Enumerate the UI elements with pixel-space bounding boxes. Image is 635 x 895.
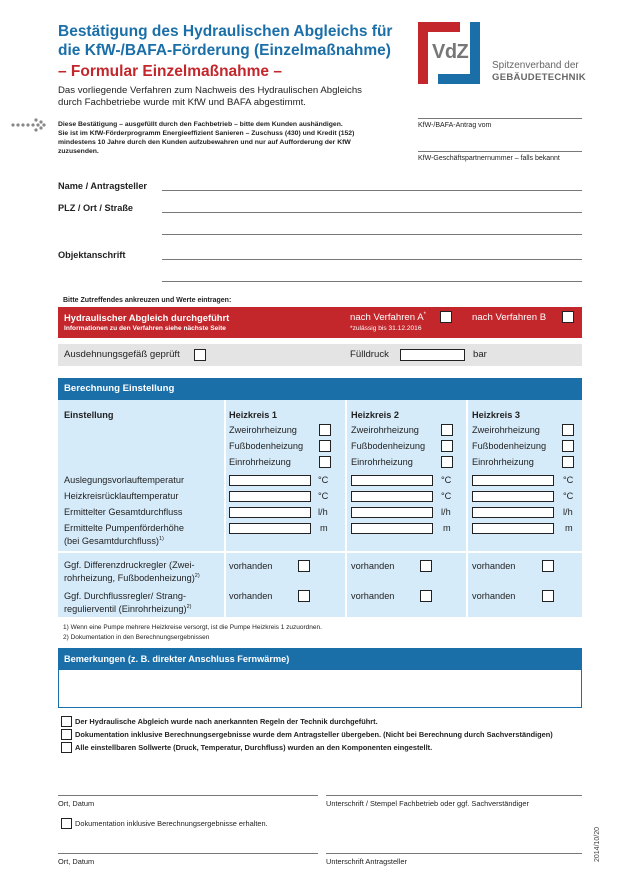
confirm-2-label: Dokumentation inklusive Berechnungsergebnisse wurde dem Antragsteller übergeben. (Nicht bei Berechnung durch Sachverständigen) [75, 730, 553, 739]
fuelldruck-input[interactable] [400, 349, 465, 361]
ort-date-line-2[interactable] [58, 853, 318, 854]
hk3-fussboden-checkbox[interactable] [562, 440, 574, 452]
ort-date-label-2: Ort, Datum [58, 857, 95, 866]
hk3-flow-checkbox[interactable] [542, 590, 554, 602]
side-date: 2014/10/20 [594, 826, 601, 862]
hk1-vorlauf-unit: °C [318, 475, 329, 485]
hk2-durchfluss-input[interactable] [351, 507, 433, 518]
ort-date-line-1[interactable] [58, 795, 318, 796]
ort-date-label-1: Ort, Datum [58, 799, 95, 808]
method-b-checkbox[interactable] [562, 311, 574, 323]
fuelldruck-label: Fülldruck [350, 349, 389, 360]
notice-line-1: Diese Bestätigung – ausgefüllt durch den Fachbetrieb – bitte dem Kunden aushändigen. [58, 121, 343, 128]
hk1-fussboden-label: Fußbodenheizung [229, 441, 304, 451]
antrag-line[interactable] [418, 118, 582, 119]
instruction: Bitte Zutreffendes ankreuzen und Werte eintragen: [63, 297, 232, 304]
logo-line-2: GEBÄUDETECHNIK [492, 72, 586, 83]
object-input-1[interactable] [162, 259, 582, 260]
method-b-label: nach Verfahren B [472, 312, 547, 323]
hk3-ruecklauf-unit: °C [563, 491, 574, 501]
hk2-durchfluss-unit: l/h [441, 507, 451, 517]
confirm-2-checkbox[interactable] [61, 729, 72, 740]
hk3-zweirohr-label: Zweirohrheizung [472, 425, 540, 435]
hk2-diff-checkbox[interactable] [420, 560, 432, 572]
flow-label-2: regulierventil (Einrohrheizung)$^{2)}$ [64, 604, 192, 615]
red-bar-subtitle: Informationen zu den Verfahren siehe nächste Seite [64, 325, 226, 332]
hk2-ruecklauf-unit: °C [441, 491, 452, 501]
hk3-fussboden-label: Fußbodenheizung [472, 441, 547, 451]
row-vorlauf-label: Auslegungsvorlauftemperatur [64, 475, 185, 485]
partner-label: KfW-Geschäftspartnernummer – falls bekannt [418, 155, 560, 162]
hk3-ruecklauf-input[interactable] [472, 491, 554, 502]
hk2-zweirohr-checkbox[interactable] [441, 424, 453, 436]
signature-line-1[interactable] [326, 795, 582, 796]
hk2-vorlauf-input[interactable] [351, 475, 433, 486]
hk2-fussboden-checkbox[interactable] [441, 440, 453, 452]
hk3-pumpe-unit: m [565, 523, 573, 533]
object-input-2[interactable] [162, 281, 582, 282]
hk1-fussboden-checkbox[interactable] [319, 440, 331, 452]
row-ruecklauf-label: Heizkreisrücklauftemperatur [64, 491, 179, 501]
received-checkbox[interactable] [61, 818, 72, 829]
hk3-durchfluss-unit: l/h [563, 507, 573, 517]
remarks-header-label: Bemerkungen (z. B. direkter Anschluss Fernwärme) [64, 654, 290, 664]
object-label: Objektanschrift [58, 250, 126, 260]
method-a-note: *zulässig bis 31.12.2016 [350, 325, 422, 332]
hk3-flow-label: vorhanden [472, 591, 516, 601]
hk3-vorlauf-unit: °C [563, 475, 574, 485]
method-a-label: nach Verfahren A* [350, 312, 426, 324]
hk2-zweirohr-label: Zweirohrheizung [351, 425, 419, 435]
einstellung-label: Einstellung [64, 410, 114, 420]
arrow-dots-icon [10, 117, 50, 133]
flow-label-1: Ggf. Durchflussregler/ Strang- [64, 591, 187, 601]
heizkreis-3-label: Heizkreis 3 [472, 410, 521, 420]
hk1-durchfluss-input[interactable] [229, 507, 311, 518]
name-label: Name / Antragsteller [58, 181, 148, 191]
hk2-flow-checkbox[interactable] [420, 590, 432, 602]
hk1-diff-checkbox[interactable] [298, 560, 310, 572]
subtitle: – Formular Einzelmaßnahme – [58, 63, 282, 80]
hk3-zweirohr-checkbox[interactable] [562, 424, 574, 436]
hk1-ruecklauf-input[interactable] [229, 491, 311, 502]
hk2-diff-label: vorhanden [351, 561, 395, 571]
antrag-label: KfW-/BAFA-Antrag vom [418, 122, 492, 129]
hk2-flow-label: vorhanden [351, 591, 395, 601]
hk1-vorlauf-input[interactable] [229, 475, 311, 486]
hk3-durchfluss-input[interactable] [472, 507, 554, 518]
method-a-checkbox[interactable] [440, 311, 452, 323]
confirm-1-checkbox[interactable] [61, 716, 72, 727]
signature-label-1: Unterschrift / Stempel Fachbetrieb oder ggf. Sachverständiger [326, 799, 529, 808]
grey-bar [58, 344, 582, 366]
fuelldruck-unit: bar [473, 349, 487, 360]
hk2-pumpe-input[interactable] [351, 523, 433, 534]
row-pumpe-sublabel: (bei Gesamtdurchfluss)$^{1)}$ [64, 536, 164, 547]
hk1-einrohr-checkbox[interactable] [319, 456, 331, 468]
hk1-diff-label: vorhanden [229, 561, 273, 571]
hk3-einrohr-label: Einrohrheizung [472, 457, 534, 467]
hk2-fussboden-label: Fußbodenheizung [351, 441, 426, 451]
notice-line-2: Sie ist im KfW-Förderprogramm Energieeffizient Sanieren – Zuschuss (430) und Kredit (152) [58, 130, 355, 137]
hk2-vorlauf-unit: °C [441, 475, 452, 485]
hk1-zweirohr-label: Zweirohrheizung [229, 425, 297, 435]
hk1-einrohr-label: Einrohrheizung [229, 457, 291, 467]
remarks-header [58, 648, 582, 670]
title-line-1: Bestätigung des Hydraulischen Abgleichs für [58, 23, 393, 40]
hk1-flow-checkbox[interactable] [298, 590, 310, 602]
address-input-1[interactable] [162, 212, 582, 213]
hk2-einrohr-checkbox[interactable] [441, 456, 453, 468]
diff-label-2: rohrheizung, Fußbodenheizung)$^{2)}$ [64, 573, 200, 584]
hk2-einrohr-label: Einrohrheizung [351, 457, 413, 467]
hk3-diff-label: vorhanden [472, 561, 516, 571]
calc-header-label: Berechnung Einstellung [64, 383, 175, 394]
confirm-1-label: Der Hydraulische Abgleich wurde nach anerkannten Regeln der Technik durchgeführt. [75, 717, 378, 726]
footnote-1: 1) Wenn eine Pumpe mehrere Heizkreise versorgt, ist die Pumpe Heizkreis 1 zuzuordnen. [63, 624, 322, 631]
diff-label-1: Ggf. Differenzdruckregler (Zwei- [64, 560, 195, 570]
notice-line-3: mindestens 10 Jahre durch den Kunden aufzubewahren und nur auf Aufforderung der KfW [58, 139, 351, 146]
footnote-2: 2) Dokumentation in den Berechnungsergebnissen [63, 634, 210, 641]
address-label: PLZ / Ort / Straße [58, 203, 134, 213]
hk1-durchfluss-unit: l/h [318, 507, 328, 517]
confirm-3-label: Alle einstellbaren Sollwerte (Druck, Temperatur, Durchfluss) wurden an den Komponenten eingestellt. [75, 743, 433, 752]
remarks-textarea[interactable] [58, 670, 582, 708]
received-label: Dokumentation inklusive Berechnungsergebnisse erhalten. [75, 819, 268, 828]
address-input-2[interactable] [162, 234, 582, 235]
hk3-einrohr-checkbox[interactable] [562, 456, 574, 468]
intro-line-2: durch Fachbetriebe wurde mit KfW und BAFA abgestimmt. [58, 97, 306, 108]
hk1-pumpe-unit: m [320, 523, 328, 533]
row-pumpe-label: Ermittelte Pumpenförderhöhe [64, 523, 185, 533]
red-bar [58, 307, 582, 338]
signature-line-2[interactable] [326, 853, 582, 854]
title-line-2: die KfW-/BAFA-Förderung (Einzelmaßnahme) [58, 42, 391, 59]
heizkreis-2-label: Heizkreis 2 [351, 410, 400, 420]
row-durchfluss-label: Ermittelter Gesamtdurchfluss [64, 507, 183, 517]
ausdehnung-label: Ausdehnungsgefäß geprüft [64, 349, 180, 360]
partner-line[interactable] [418, 151, 582, 152]
logo-mark: VdZ [432, 41, 469, 63]
name-input[interactable] [162, 190, 582, 191]
red-bar-title: Hydraulischer Abgleich durchgeführt [64, 312, 230, 323]
hk1-flow-label: vorhanden [229, 591, 273, 601]
heizkreis-1-label: Heizkreis 1 [229, 410, 278, 420]
ausdehnung-checkbox[interactable] [194, 349, 206, 361]
calc-header [58, 378, 582, 400]
hk1-zweirohr-checkbox[interactable] [319, 424, 331, 436]
hk3-vorlauf-input[interactable] [472, 475, 554, 486]
hk2-ruecklauf-input[interactable] [351, 491, 433, 502]
hk2-pumpe-unit: m [443, 523, 451, 533]
hk3-pumpe-input[interactable] [472, 523, 554, 534]
intro-line-1: Das vorliegende Verfahren zum Nachweis des Hydraulischen Abgleichs [58, 85, 362, 96]
vdz-logo [418, 22, 480, 84]
hk3-diff-checkbox[interactable] [542, 560, 554, 572]
hk1-ruecklauf-unit: °C [318, 491, 329, 501]
confirm-3-checkbox[interactable] [61, 742, 72, 753]
notice-line-4: zuzusenden. [58, 148, 99, 155]
logo-line-1: Spitzenverband der [492, 60, 579, 71]
signature-label-2: Unterschrift Antragsteller [326, 857, 407, 866]
hk1-pumpe-input[interactable] [229, 523, 311, 534]
